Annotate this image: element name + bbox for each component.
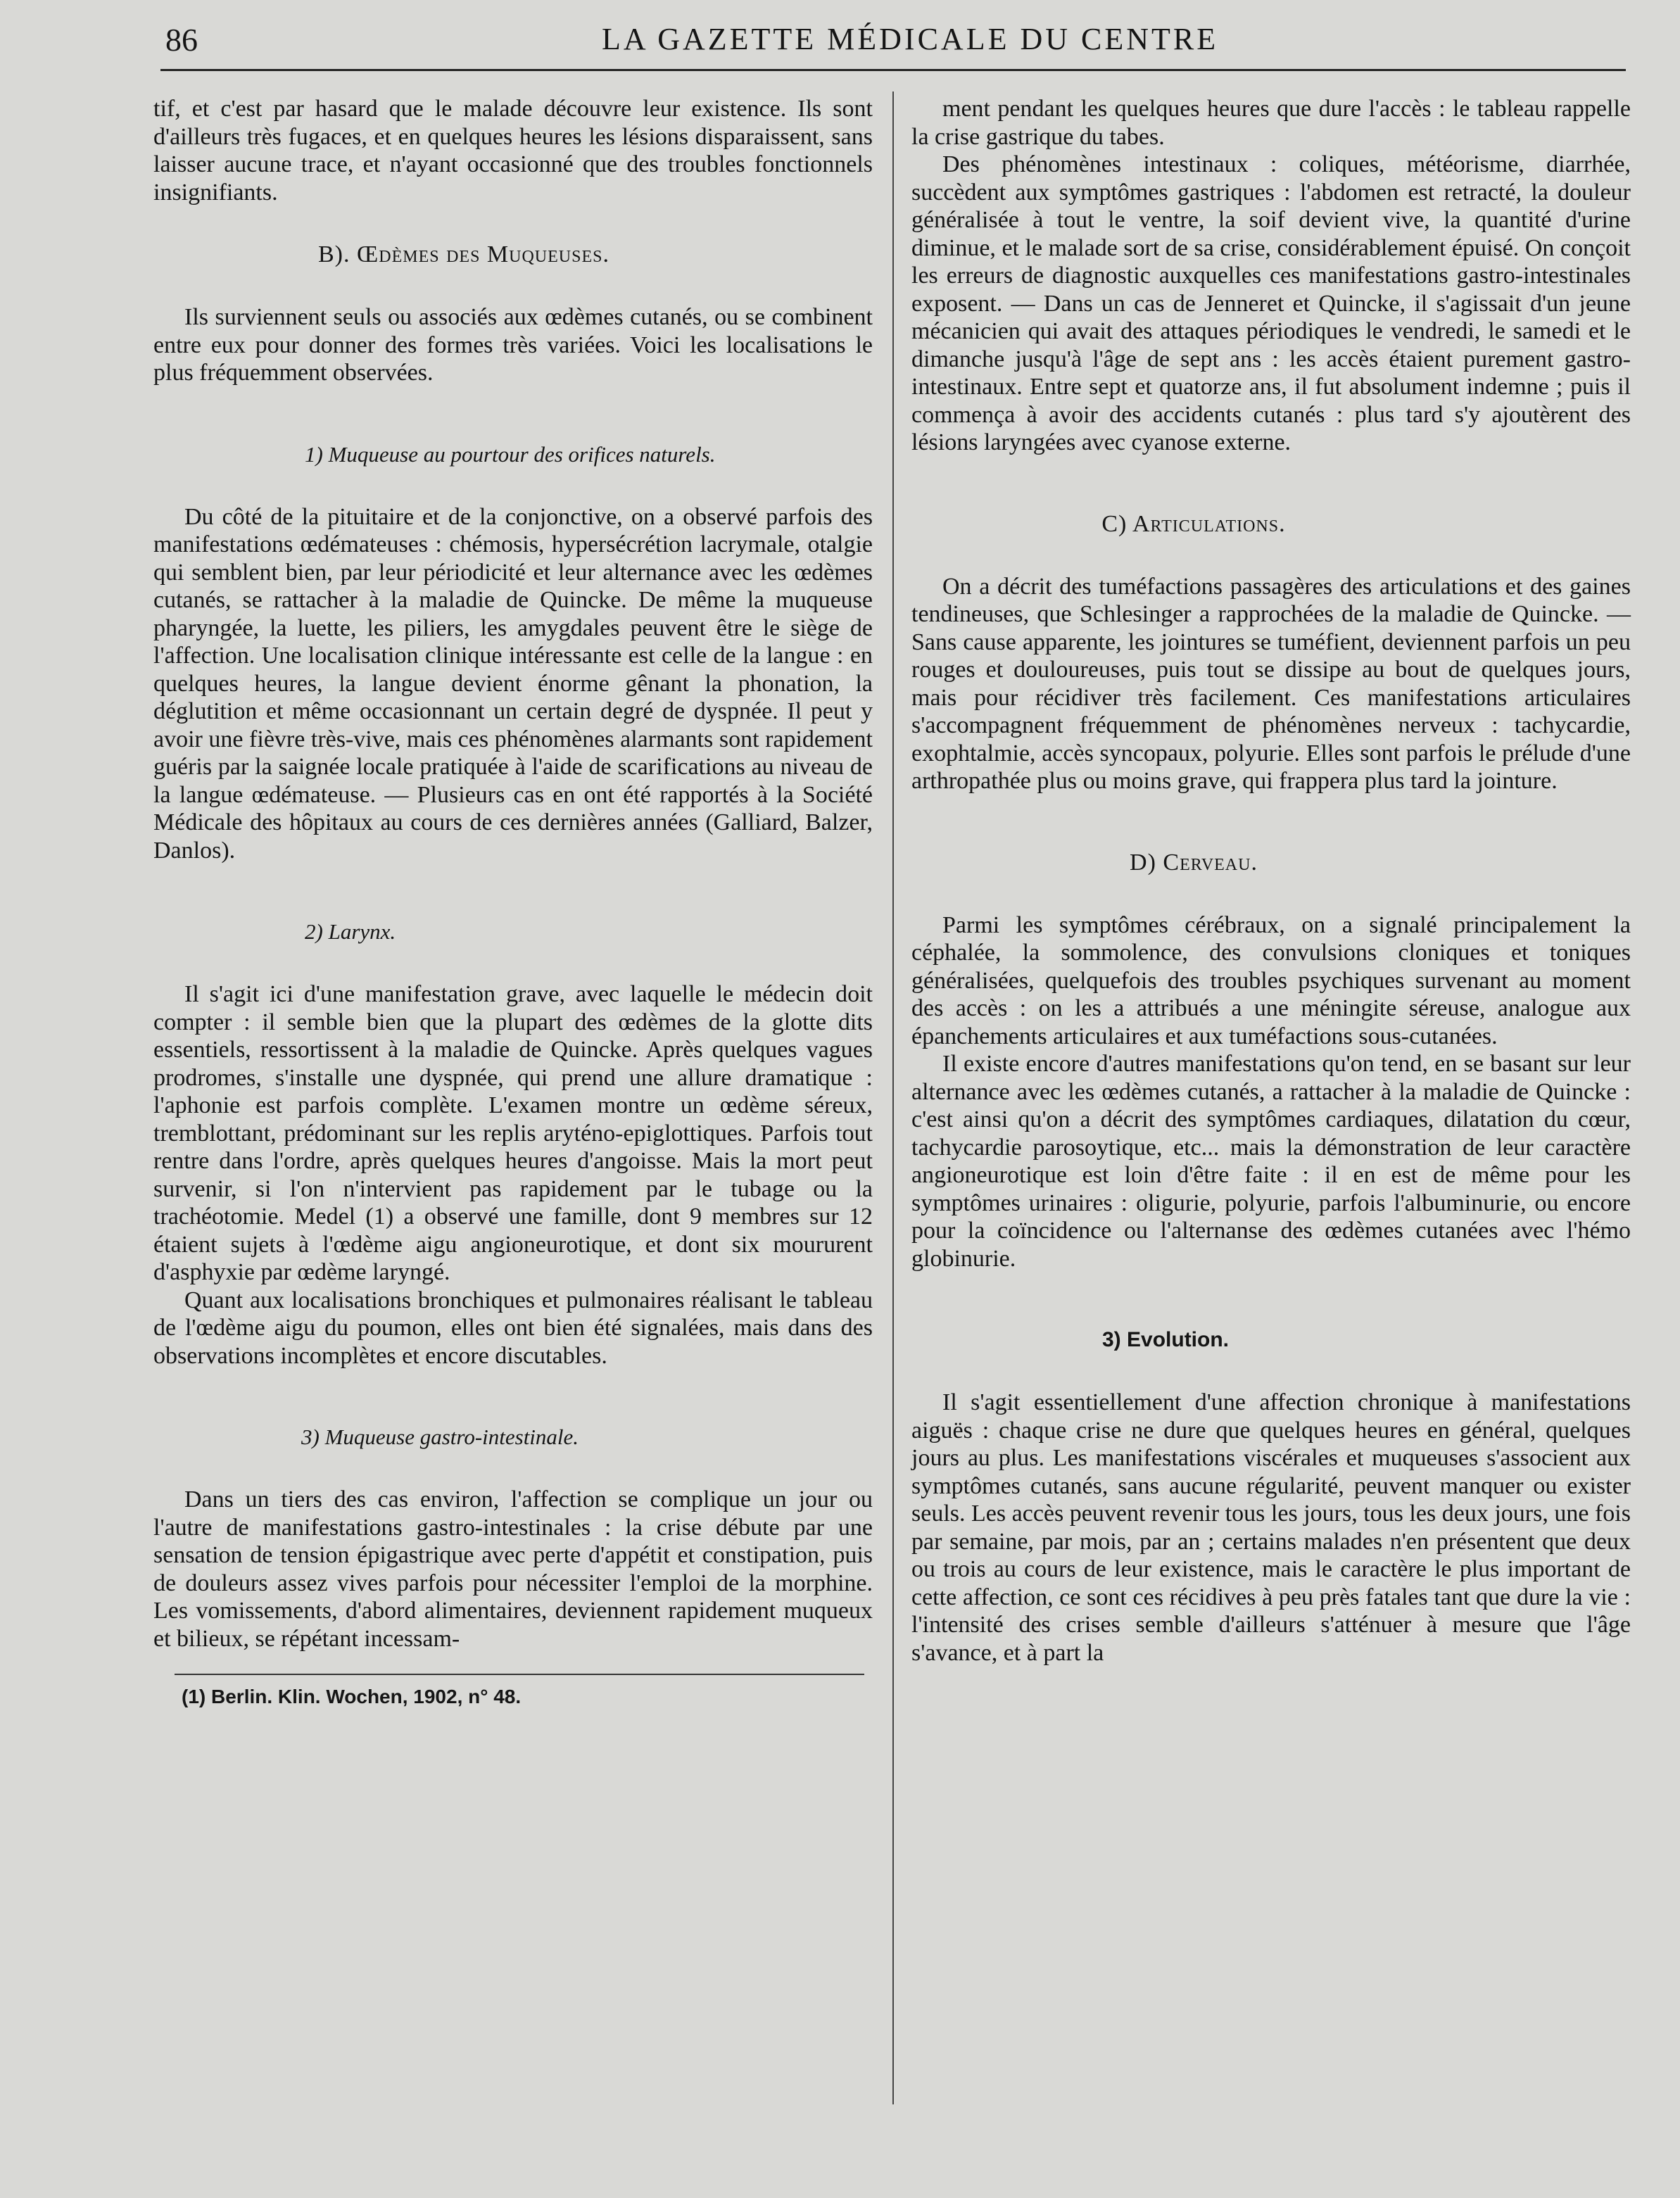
subsection-heading-gastro: 3) Muqueuse gastro-intestinale. bbox=[301, 1425, 579, 1449]
paragraph: Il existe encore d'autres manifestations qu'on tend, en se basant sur leur alternance avec les œdèmes cutanés, a rattacher à la maladie de Quincke : c'est ainsi qu'on a décrit des symptômes cardiaques, dilatation du cœur, tachycardie parosoytique, etc... mais la démonstration de leur caractère angioneurotique est loin d'être faite : il en est de même pour les symptômes urinaires : oligurie, polyurie, parfois l'albuminurie, ou encore pour la coïncidence ou l'alternanse des œdèmes cutanées avec l'hémo globinurie. bbox=[911, 1051, 1631, 1272]
paragraph: Il s'agit ici d'une manifestation grave, avec laquelle le médecin doit compter : il semble bien que la plupart des œdèmes de la glotte dits essentiels, ressortissent à la maladie de Quincke. Après quelques vagues prodromes, s'installe une dyspnée, qui prend une allure dramatique : l'aphonie est parfois complète. L'examen montre un œdème séreux, tremblottant, prédominant sur les replis aryténo-epiglottiques. Parfois tout rentre dans l'ordre, après quelques heures d'angoisse. Mais la mort peut survenir, si l'on n'intervient pas rapidement par le tubage ou la trachéotomie. Medel (1) a observé une famille, dont 9 membres sur 12 étaient sujets à l'œdème aigu angioneurotique, et dont six moururent d'asphyxie par œdème laryngé. bbox=[153, 981, 873, 1285]
footnote: (1) Berlin. Klin. Wochen, 1902, n° 48. bbox=[182, 1686, 522, 1707]
left-column bbox=[153, 95, 873, 1709]
journal-title: LA GAZETTE MÉDICALE DU CENTRE bbox=[602, 22, 1219, 56]
paragraph: Quant aux localisations bronchiques et pulmonaires réalisant le tableau de l'œdème aigu du poumon, elles ont bien été signalées, mais dans des observations incomplètes et encore discutables. bbox=[153, 1287, 873, 1369]
paragraph: Du côté de la pituitaire et de la conjonctive, on a observé parfois des manifestations œdémateuses : chémosis, hypersécrétion lacrymale, otalgie qui semblent bien, par leur périodicité et leur alternance avec les œdèmes cutanés, se rattacher à la maladie de Quincke. De même la muqueuse pharyngée, la luette, les piliers, les amygdales peuvent être le siège de l'affection. Une localisation clinique intéressante est celle de la langue : en quelques heures, la langue devient énorme gênant la phonation, la déglutition et même occasionnant un certain degré de dyspnée. Il peut y avoir une fièvre très-vive, mais ces phénomènes alarmants sont rapidement guéris par la saignée locale pratiquée à l'aide de scarifications au niveau de la langue œdémateuse. — Plusieurs cas en ont été rapportés à la Société Médicale des hôpitaux au cours de ces dernières années (Galliard, Balzer, Danlos). bbox=[153, 503, 873, 864]
section-heading-cerveau: D) Cerveau. bbox=[1130, 849, 1258, 876]
page-header bbox=[0, 21, 1680, 70]
subsection-heading-orifices: 1) Muqueuse au pourtour des orifices naturels. bbox=[305, 441, 716, 467]
right-column bbox=[911, 95, 1631, 1667]
subsection-heading-larynx: 2) Larynx. bbox=[305, 919, 396, 944]
paragraph: On a décrit des tuméfactions passagères des articulations et des gaines tendineuses, que Schlesinger a rapprochées de la maladie de Quincke. — Sans cause apparente, les jointures se tuméfient, deviennent parfois un peu rouges et douloureuses, puis tout se dissipe au bout de quelques jours, mais pour récidiver très facilement. Ces manifestations articulaires s'accompagnent fréquemment de phénomènes nerveux : tachycardie, exophtalmie, accès syncopaux, polyurie. Elles sont parfois le prélude d'une arthropathée plus ou moins grave, qui frappera plus tard la jointure. bbox=[911, 573, 1631, 794]
paragraph: tif, et c'est par hasard que le malade découvre leur existence. Ils sont d'ailleurs très fugaces, et en quelques heures les lésions disparaissent, sans laisser aucune trace, et n'ayant occasionné que des troubles fonctionnels insignifiants. bbox=[153, 96, 873, 206]
header-rule bbox=[160, 69, 1626, 71]
paragraph: Il s'agit essentiellement d'une affection chronique à manifestations aiguës : chaque crise ne dure que quelques heures en général, quelques jours au plus. Les manifestations viscérales et muqueuses s'associent aux symptômes cutanés, sans aucune régularité, peuvent manquer ou exister seuls. Les accès peuvent revenir tous les jours, tous les deux jours, une fois par semaine, par mois, par an ; certains malades n'en présentent que deux ou trois au cours de leur existence, mais le caractère le plus important de cette affection, ce sont ces récidives à peu près fatales tant que dure la vie : l'intensité des crises semble d'ailleurs s'atténuer à mesure que l'âge s'avance, et à part la bbox=[911, 1389, 1631, 1666]
section-heading-evolution: 3) Evolution. bbox=[1102, 1328, 1229, 1351]
section-heading-articulations: C) Articulations. bbox=[1101, 510, 1286, 537]
paragraph: Ils surviennent seuls ou associés aux œdèmes cutanés, ou se combinent entre eux pour donner des formes très variées. Voici les localisations le plus fréquemment observées. bbox=[153, 304, 873, 386]
paragraph: Des phénomènes intestinaux : coliques, météorisme, diarrhée, succèdent aux symptômes gastriques : l'abdomen est retracté, la douleur généralisée à tout le ventre, la soif devient vive, la quantité d'urine diminue, et le malade sort de sa crise, considérablement épuisé. On conçoit les erreurs de diagnostic auxquelles ces manifestations gastro-intestinales exposent. — Dans un cas de Jenneret et Quincke, il s'agissait d'un jeune mécanicien qui avait des attaques périodiques le vendredi, le samedi et le dimanche jusqu'à l'âge de sept ans : les accès étaient purement gastro-intestinaux. Entre sept et quatorze ans, il fut absolument indemne ; puis il commença à avoir des accidents cutanés : plus tard s'y ajoutèrent des lésions laryngées avec cyanose externe. bbox=[911, 151, 1631, 455]
column-divider bbox=[892, 91, 894, 2104]
paragraph: ment pendant les quelques heures que dure l'accès : le tableau rappelle la crise gastrique du tabes. bbox=[911, 96, 1631, 150]
page-number: 86 bbox=[165, 22, 198, 58]
paragraph: Dans un tiers des cas environ, l'affection se complique un jour ou l'autre de manifestations gastro-intestinales : la crise débute par une sensation de tension épigastrique avec perte d'appétit et constipation, puis de douleurs assez vives parfois pour nécessiter l'emploi de la morphine. Les vomissements, d'abord alimentaires, deviennent rapidement muqueux et bilieux, se répétant incessam- bbox=[153, 1486, 873, 1652]
footnote-rule bbox=[175, 1674, 864, 1675]
section-heading-oedemes-muqueuses: B). Œdèmes des Muqueuses. bbox=[318, 241, 610, 267]
paragraph: Parmi les symptômes cérébraux, on a signalé principalement la céphalée, la sommolence, des convulsions cloniques et toniques généralisées, quelquefois des troubles psychiques survenant au moment des accès : on les a attribués a une méningite séreuse, analogue aux épanchements articulaires et aux tuméfactions sous-cutanées. bbox=[911, 911, 1631, 1049]
